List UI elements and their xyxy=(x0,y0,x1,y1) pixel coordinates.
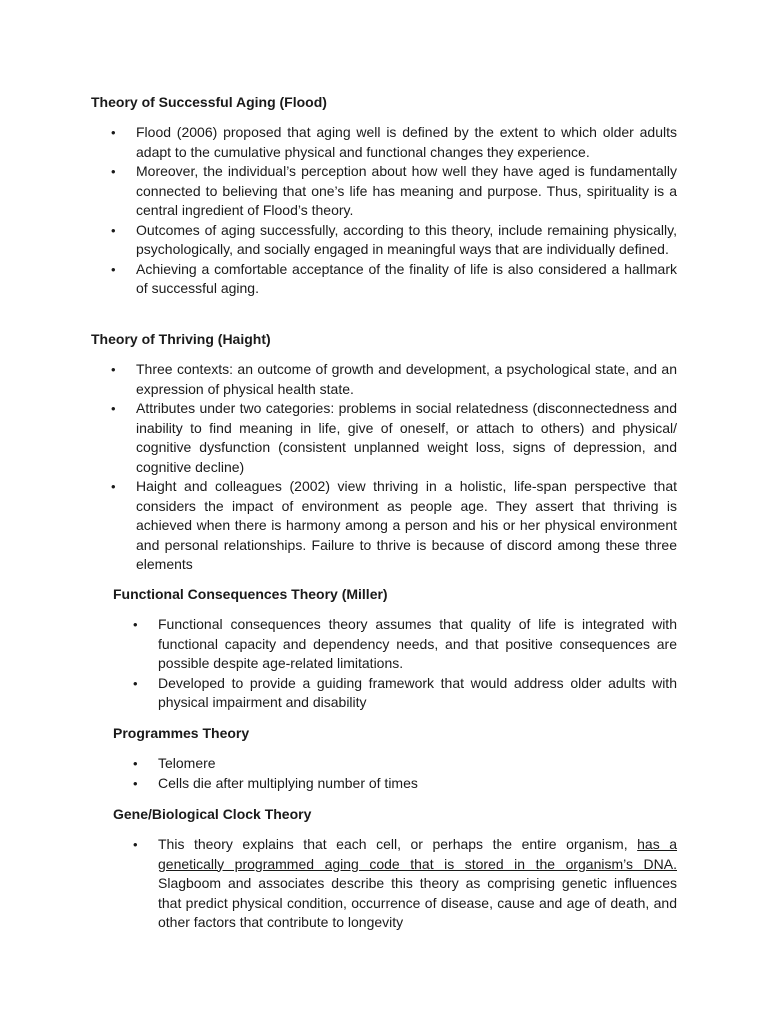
section-successful-aging xyxy=(91,93,677,299)
bullet-icon: • xyxy=(111,125,116,140)
bullet-icon: • xyxy=(111,164,116,179)
list-item xyxy=(91,123,677,162)
list-item xyxy=(113,835,677,933)
section-gene-clock xyxy=(113,805,677,933)
list-item-text: Three contexts: an outcome of growth and development, a psychological state, and an expression of physical health state. xyxy=(136,361,677,397)
section-heading: Gene/Biological Clock Theory xyxy=(113,806,312,822)
list-item-text: Outcomes of aging successfully, according to this theory, include remaining physically, psychologically, and socially engaged in meaningful ways that are individually defined. xyxy=(136,221,677,257)
list-item xyxy=(91,399,677,477)
list-item-text: Developed to provide a guiding framework that would address older adults with physical impairment and disability xyxy=(158,674,677,710)
list-item-text: Moreover, the individual’s perception about how well they have aged is fundamentally connected to believing that one’s life has meaning and purpose. Thus, spirituality is a central ingredient of Flood’s theory. xyxy=(136,163,677,218)
section-heading: Theory of Thriving (Haight) xyxy=(91,331,271,347)
bullet-icon: • xyxy=(133,775,138,791)
list-item-text: Attributes under two categories: problems in social relatedness (disconnectedness and inability to find meaning in life, give of oneself, or attach to others) and physical/ cognitive dysfunction (consistent unplanned weight loss, signs of depression, and cognitive decline) xyxy=(136,400,677,475)
bullet-list xyxy=(113,754,677,793)
list-item-text: Haight and colleagues (2002) view thriving in a holistic, life-span perspective that considers the impact of environment as people age. They assert that thriving is achieved when there is harmony among a person and his or her physical environment and personal relationships. Failure to thrive is because of discord among these three elements xyxy=(136,478,677,572)
bullet-list xyxy=(91,123,677,299)
list-item-text: Cells die after multiplying number of times xyxy=(158,774,418,791)
list-item xyxy=(91,360,677,399)
list-item-text: Telomere xyxy=(158,755,216,771)
list-item xyxy=(91,477,677,575)
section-programmes xyxy=(113,724,677,793)
section-heading: Theory of Successful Aging (Flood) xyxy=(91,94,327,110)
bullet-icon: • xyxy=(111,362,116,377)
section-thriving xyxy=(91,330,677,575)
underlined-text: has a genetically programmed aging code that is stored in the organism’s DNA. xyxy=(158,836,678,872)
list-item xyxy=(113,674,677,713)
bullet-icon: • xyxy=(111,222,116,238)
section-functional-consequences xyxy=(113,585,677,713)
list-item xyxy=(91,260,677,299)
section-heading: Functional Consequences Theory (Miller) xyxy=(113,586,388,602)
bullet-list xyxy=(91,360,677,575)
bullet-icon: • xyxy=(111,479,116,494)
bullet-icon: • xyxy=(111,261,116,277)
list-item xyxy=(91,162,677,221)
bullet-icon: • xyxy=(133,756,138,771)
list-item-text-after: Slagboom and associates describe this theory as comprising genetic influences that predict physical condition, occurrence of disease, cause and age of death, and other factors that contribute to longevity xyxy=(158,875,677,930)
bullet-icon: • xyxy=(133,837,138,852)
list-item xyxy=(113,615,677,674)
bullet-icon: • xyxy=(111,401,116,416)
list-item-text-before: This theory explains that each cell, or perhaps the entire organism, xyxy=(158,836,638,852)
bullet-list xyxy=(113,615,677,713)
list-item-text: Achieving a comfortable acceptance of the finality of life is also considered a hallmark of successful aging. xyxy=(136,260,677,296)
bullet-icon: • xyxy=(133,617,138,632)
bullet-icon: • xyxy=(133,675,138,691)
bullet-list xyxy=(113,835,677,933)
list-item-text: Functional consequences theory assumes that quality of life is integrated with functional capacity and dependency needs, and that positive consequences are possible despite age-related limitations. xyxy=(158,616,677,671)
list-item xyxy=(113,754,677,774)
list-item xyxy=(91,221,677,260)
list-item xyxy=(113,774,677,794)
list-item-text: Flood (2006) proposed that aging well is defined by the extent to which older adults adapt to the cumulative physical and functional changes they experience. xyxy=(136,124,677,160)
section-heading: Programmes Theory xyxy=(113,725,250,741)
